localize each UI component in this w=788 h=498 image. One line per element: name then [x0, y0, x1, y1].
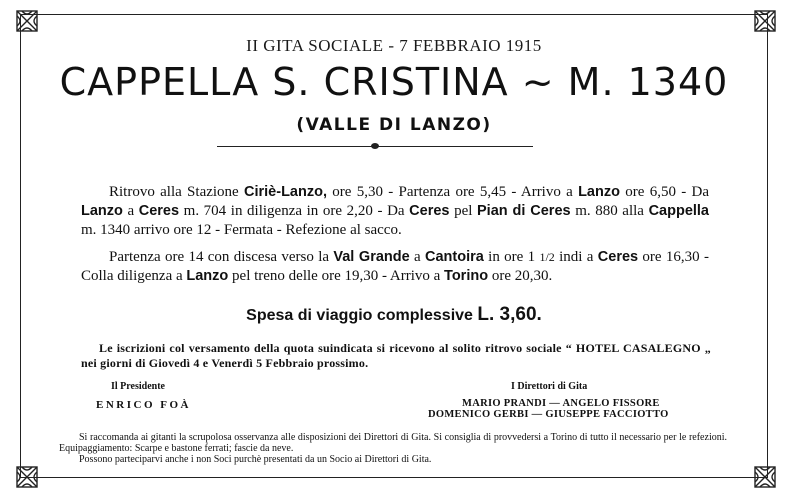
directors-role: I Direttori di Gita [511, 381, 588, 392]
corner-ornament-icon [752, 8, 778, 34]
itinerary-paragraph-1: Ritrovo alla Stazione Ciriè-Lanzo, ore 5,30 - Partenza ore 5,45 - Arrivo a Lanzo ore 6,50 - Da Lanzo a Ceres m. 704 in diligenza in ore 2,20 - Da Ceres pel Pian di Ceres m. 880 alla Cappella m. 1340 arrivo ore 12 - Fermata - Refezione al sacco. [81, 184, 709, 238]
page-title: CAPPELLA S. CRISTINA ~ M. 1340 [59, 60, 729, 104]
title-divider [217, 146, 533, 147]
corner-ornament-icon [14, 464, 40, 490]
travel-cost-label: Spesa di viaggio complessive [246, 307, 473, 324]
registration-notice: Le iscrizioni col versamento della quota suindicata si ricevono al solito ritrovo sociale “ HOTEL CASALEGNO „ nei giorni di Giovedì 4 e Venerdì 5 Febbraio prossimo. [81, 341, 711, 370]
itinerary-paragraph-2: Partenza ore 14 con discesa verso la Val Grande a Cantoira in ore 1 1/2 indi a Ceres ore 16,30 - Colla diligenza a Lanzo pel treno delle ore 19,30 - Arrivo a Torino ore 20,30. [81, 249, 709, 284]
valley-subtitle: (VALLE DI LANZO) [296, 115, 492, 135]
non-member-note: Possono parteciparvi anche i non Soci purchè presentati da un Socio ai Direttori di Gita. [79, 454, 432, 465]
travel-cost [0, 304, 788, 326]
event-subtitle: II GITA SOCIALE - 7 FEBBRAIO 1915 [246, 36, 542, 55]
president-role: Il Presidente [111, 381, 165, 392]
president-name: ENRICO FOÀ [96, 399, 191, 411]
directors-names-2: DOMENICO GERBI — GIUSEPPE FACCIOTTO [428, 409, 669, 420]
corner-ornament-icon [752, 464, 778, 490]
recommendation-note: Si raccomanda ai gitanti la scrupolosa osservanza alle disposizioni dei Direttori di Gita. Si consiglia di provvedersi a Torino di tutto il necessario per le refezioni. Equipaggiamento: Scarpe e bastone ferrati; fascie da neve. [59, 432, 727, 454]
corner-ornament-icon [14, 8, 40, 34]
travel-cost-amount: L. 3,60. [477, 304, 542, 325]
divider-dot-icon [371, 143, 379, 149]
directors-names-1: MARIO PRANDI — ANGELO FISSORE [462, 398, 660, 409]
